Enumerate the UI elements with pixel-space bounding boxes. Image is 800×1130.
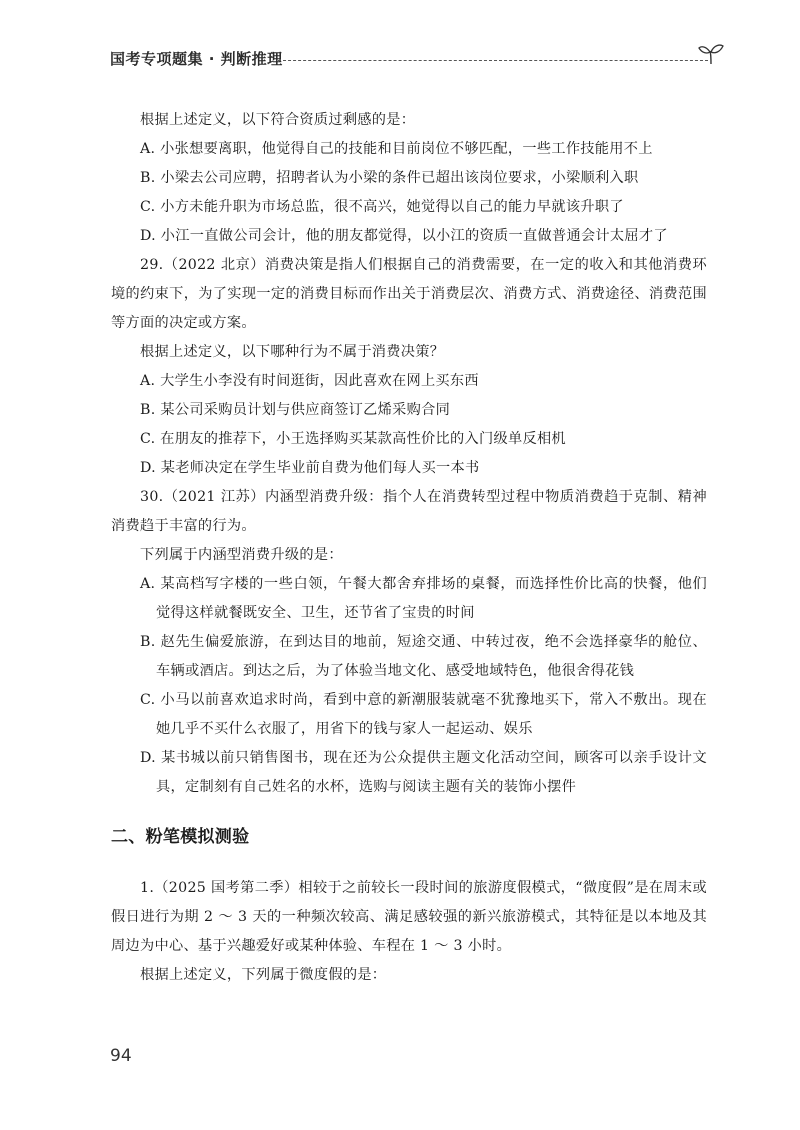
question-prompt: 根据上述定义，以下哪种行为不属于消费决策？ <box>140 344 445 360</box>
question-prompt: 根据上述定义，以下符合资质过剩感的是： <box>140 112 416 128</box>
option-a: A. 大学生小李没有时间逛街，因此喜欢在网上买东西 <box>140 373 479 389</box>
page-header <box>110 42 710 72</box>
question-29-stem: 29.（2022 北京）消费决策是指人们根据自己的消费需要，在一定的收入和其他消费环境的约束下，为了实现一定的消费目标而作出关于消费层次、消费方式、消费途径、消费范围等方面的决定或方案。 <box>111 257 707 331</box>
option-a: A. 小张想要离职，他觉得自己的技能和目前岗位不够匹配，一些工作技能用不上 <box>140 141 653 157</box>
option-d: D. 某书城以前只销售图书，现在还为公众提供主题文化活动空间，顾客可以亲手设计文具，定制刻有自己姓名的水杯，选购与阅读主题有关的装饰小摆件 <box>140 750 707 795</box>
question-prompt: 下列属于内涵型消费升级的是： <box>140 547 343 563</box>
option-d: D. 某老师决定在学生毕业前自费为他们每人买一本书 <box>140 460 480 476</box>
running-title: 国考专项题集 · 判断推理 <box>110 50 283 68</box>
sprout-icon <box>698 42 724 66</box>
option-c: C. 小方未能升职为市场总监，很不高兴，她觉得以自己的能力早就该升职了 <box>140 199 624 215</box>
option-b: B. 赵先生偏爱旅游，在到达目的地前，短途交通、中转过夜，绝不会选择豪华的舱位、车辆或酒店。到达之后，为了体验当地文化、感受地域特色，他很舍得花钱 <box>140 634 707 679</box>
option-c: C. 小马以前喜欢追求时尚，看到中意的新潮服装就毫不犹豫地买下，常入不敷出。现在她几乎不买什么衣服了，用省下的钱与家人一起运动、娱乐 <box>140 692 707 737</box>
option-b: B. 小梁去公司应聘，招聘者认为小梁的条件已超出该岗位要求，小梁顺利入职 <box>140 170 639 186</box>
page-number: 94 <box>110 1046 132 1066</box>
section-heading: 二、粉笔模拟测验 <box>111 827 250 847</box>
option-d: D. 小江一直做公司会计，他的朋友都觉得，以小江的资质一直做普通会计太屈才了 <box>140 228 668 244</box>
option-c: C. 在朋友的推荐下，小王选择购买某款高性价比的入门级单反相机 <box>140 431 566 447</box>
question-30-stem: 30.（2021 江苏）内涵型消费升级：指个人在消费转型过程中物质消费趋于克制、精神消费趋于丰富的行为。 <box>111 489 707 534</box>
option-b: B. 某公司采购员计划与供应商签订乙烯采购合同 <box>140 402 451 418</box>
question-prompt: 根据上述定义，下列属于微度假的是： <box>140 967 387 983</box>
header-rule <box>278 60 708 61</box>
question-1-stem: 1.（2025 国考第二季）相较于之前较长一段时间的旅游度假模式，“微度假”是在周末或假日进行为期 2 ～ 3 天的一种频次较高、满足感较强的新兴旅游模式，其特征是以本地及其周边为中心、基于兴趣爱好或某种体验、车程在 1 ～ 3 小时。 <box>111 880 707 954</box>
page-body <box>111 106 707 990</box>
option-a: A. 某高档写字楼的一些白领，午餐大都舍弃排场的桌餐，而选择性价比高的快餐，他们觉得这样就餐既安全、卫生，还节省了宝贵的时间 <box>140 576 707 621</box>
